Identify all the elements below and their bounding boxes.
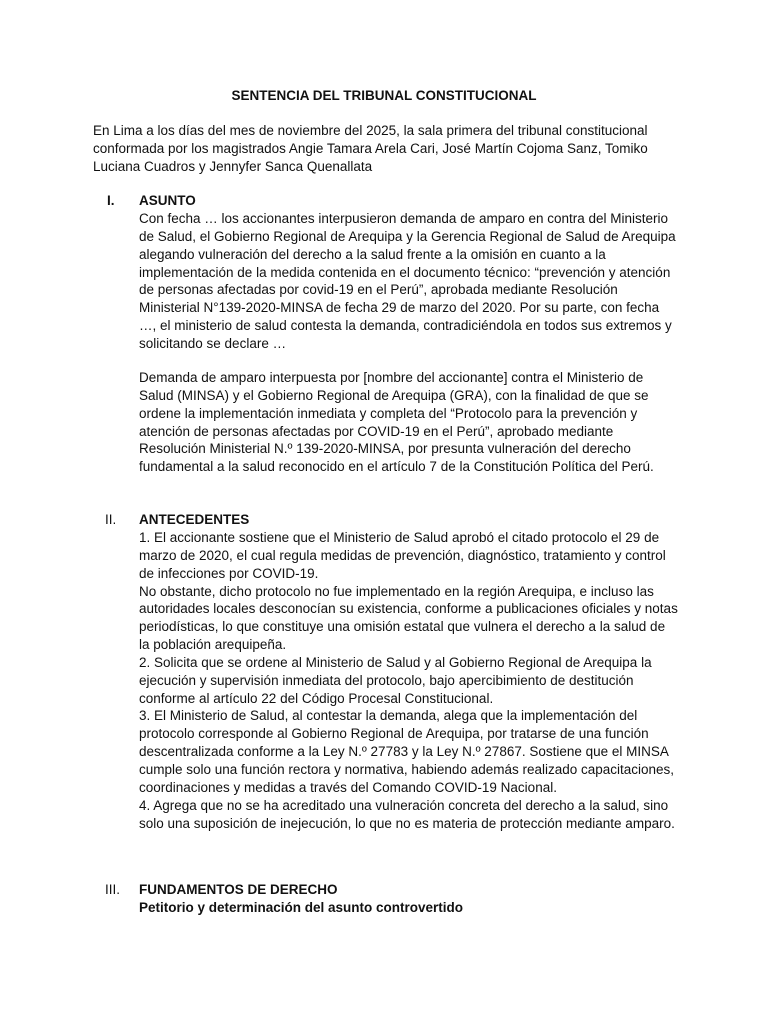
paragraph: No obstante, dicho protocolo no fue implementado en la región Arequipa, e incluso las autoridades locales desconocían su existencia, conforme a publicaciones oficiales y notas periodísticas, lo que constituye una omisión estatal que vulnera el derecho a la salud de la población arequipeña. <box>139 583 678 653</box>
section-body <box>139 529 679 832</box>
section-body <box>139 210 679 353</box>
intro-paragraph: En Lima a los días del mes de noviembre del 2025, la sala primera del tribunal constitucional conformada por los magistrados Angie Tamara Arela Cari, José Martín Cojoma Sanz, Tomiko Luciana Cuadros y Jennyfer Sanca Quenallata <box>93 123 648 174</box>
section-heading: ANTECEDENTES <box>139 512 250 527</box>
section-number: II. <box>105 512 117 527</box>
paragraph: Demanda de amparo interpuesta por [nombre del accionante] contra el Ministerio de Salud (MINSA) y el Gobierno Regional de Arequipa (GRA), con la finalidad de que se ordene la implementación inmediata y completa del “Protocolo para la prevención y atención de personas afectadas por COVID-19 en el Perú”, aprobado mediante Resolución Ministerial N.º 139-2020-MINSA, por presunta vulneración del derecho fundamental a la salud reconocido en el artículo 7 de la Constitución Política del Perú. <box>139 370 654 475</box>
section-subheading: Petitorio y determinación del asunto controvertido <box>139 900 464 915</box>
section-number: III. <box>105 882 121 897</box>
paragraph: 2. Solicita que se ordene al Ministerio de Salud y al Gobierno Regional de Arequipa la ejecución y supervisión inmediata del protocolo, bajo apercibimiento de destitución conforme al artículo 22 del Código Procesal Constitucional. <box>139 654 652 706</box>
section-heading: ASUNTO <box>139 193 196 208</box>
paragraph: Con fecha … los accionantes interpusieron demanda de amparo en contra del Ministerio de Salud, el Gobierno Regional de Arequipa y la Gerencia Regional de Salud de Arequipa alegando vulneración del derecho a la salud frente a la omisión en cuanto a la implementación de la medida contenida en el documento técnico: “prevención y atención de personas afectadas por covid-19 en el Perú”, aprobada mediante Resolución Ministerial N°139-2020-MINSA de fecha 29 de marzo del 2020. Por su parte, con fecha …, el ministerio de salud contesta la demanda, contradiciéndola en todos sus extremos y solicitando se declare … <box>139 211 676 351</box>
section-number: I. <box>107 193 115 208</box>
document-title: SENTENCIA DEL TRIBUNAL CONSTITUCIONAL <box>231 88 537 103</box>
paragraph: 3. El Ministerio de Salud, al contestar la demanda, alega que la implementación del protocolo corresponde al Gobierno Regional de Arequipa, por tratarse de una función descentralizada conforme a la Ley N.º 27783 y la Ley N.º 27867. Sostiene que el MINSA cumple solo una función rectora y normativa, habiendo además realizado capacitaciones, coordinaciones y medidas a través del Comando COVID-19 Nacional. <box>139 708 675 795</box>
section-body <box>139 369 679 476</box>
paragraph: 4. Agrega que no se ha acreditado una vulneración concreta del derecho a la salud, sino solo una suposición de inejecución, lo que no es materia de protección mediante amparo. <box>139 797 675 831</box>
section-heading: FUNDAMENTOS DE DERECHO <box>139 882 338 897</box>
paragraph: 1. El accionante sostiene que el Ministerio de Salud aprobó el citado protocolo el 29 de marzo de 2020, el cual regula medidas de prevención, diagnóstico, tratamiento y control de infecciones por COVID-19. <box>139 530 666 581</box>
